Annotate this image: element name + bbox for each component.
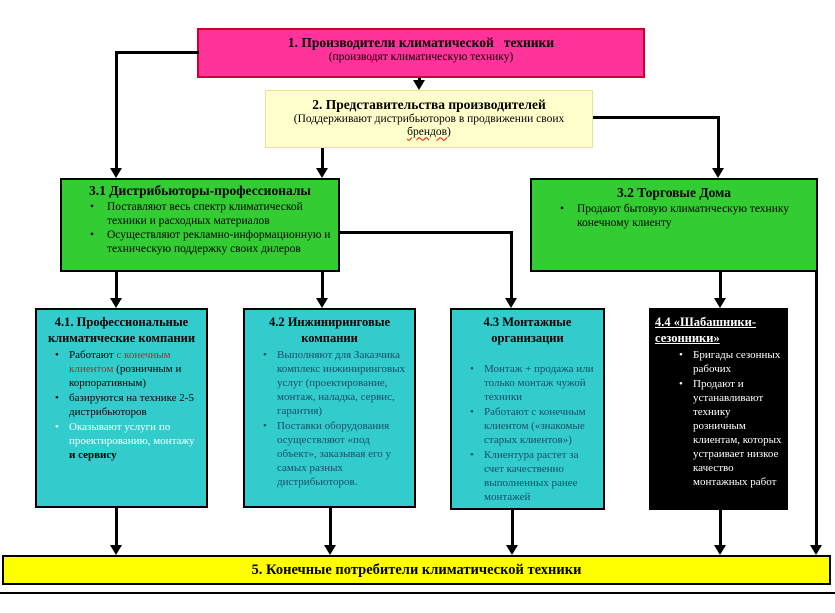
connector-engineering-to-consumers-line <box>329 508 332 545</box>
box-distributors-title: 3.1 Дистрибьюторы-профессионалы <box>89 183 311 198</box>
box-producers-title: 1. Производители климатической техники <box>287 35 555 50</box>
arrow-down-icon <box>316 298 328 308</box>
box-engineering-companies <box>243 308 416 508</box>
box-engineering-companies-list <box>245 348 414 489</box>
arrow-down-icon <box>712 168 724 178</box>
connector-tradehouses-to-consumers-line <box>815 272 818 545</box>
connector-tradehouses-to-seasonal-line <box>719 272 722 298</box>
list-item: • базируются на технике 2-5 дистрибьюторов <box>37 391 206 419</box>
connector-professional-to-consumers-line <box>115 508 118 545</box>
connector-distributors-to-installation-hline <box>340 231 513 234</box>
connector-distributors-to-engineering-line <box>321 272 324 298</box>
box-distributors-list <box>62 200 338 256</box>
list-item: • Клиентура растет за счет качественно выполненных ранее монтажей <box>452 448 603 504</box>
box-installation-organizations-list <box>452 362 603 504</box>
connector-distributors-to-installation-vline <box>510 231 513 298</box>
connector-installation-to-consumers-line <box>511 510 514 545</box>
list-item: • Осуществляют рекламно-информационную и техническую поддержку своих дилеров <box>62 228 338 256</box>
subtitle-text: ) <box>447 126 451 139</box>
box-end-consumers <box>2 555 831 585</box>
list-item: • Монтаж + продажа или только монтаж чужой техники <box>452 362 603 404</box>
box-trade-houses-list <box>532 202 816 230</box>
list-item <box>37 420 206 462</box>
list-item: • Поставляют весь спектр климатической техники и расходных материалов <box>62 200 338 228</box>
connector-distributors-to-professional-line <box>115 272 118 298</box>
arrow-down-icon <box>506 545 518 555</box>
bullet-text-darkred: с конечным клиентом <box>69 349 171 375</box>
arrow-down-icon <box>714 298 726 308</box>
box-trade-houses <box>530 178 818 272</box>
box-producers-subtitle: (производят климатическую технику) <box>328 51 514 64</box>
arrow-down-icon <box>505 298 517 308</box>
box-seasonal-workers <box>649 308 788 510</box>
arrow-down-icon <box>316 168 328 178</box>
list-item: • Поставки оборудования осуществляют «под объект», заказывая его у самых разных дистрибьюторов. <box>245 419 414 489</box>
bullet-text-white: Оказывают услуги по проектированию, монтажу <box>69 421 195 447</box>
subtitle-text: (Поддерживают дистрибьюторов в продвижении своих <box>293 113 565 126</box>
bullet-text: Работают <box>69 349 117 361</box>
subtitle-misspelled-word: брендов <box>407 126 448 139</box>
box-seasonal-workers-list <box>651 348 786 489</box>
frame-bottom-line <box>0 592 835 594</box>
connector-producers-to-distributors-vline <box>115 51 118 168</box>
box-distributors <box>60 178 340 272</box>
box-producers <box>197 28 645 78</box>
box-representatives-subtitle <box>266 113 592 139</box>
box-professional-companies-list <box>37 348 206 462</box>
connector-producers-to-distributors-hline <box>115 51 199 54</box>
arrow-down-icon <box>810 545 822 555</box>
box-installation-organizations <box>450 308 605 510</box>
bullet-text: (розничным и корпоративным) <box>69 363 182 389</box>
list-item: • Продают и устанавливают технику розничным клиентам, которых устраивает низкое качество монтажных работ <box>651 377 786 489</box>
box-end-consumers-title: 5. Конечные потребители климатической техники <box>251 562 582 578</box>
connector-representatives-to-distributors-line <box>321 148 324 168</box>
arrow-down-icon <box>110 168 122 178</box>
bullet-text-bold: и сервису <box>69 449 117 461</box>
box-representatives-title: 2. Представительства производителей <box>312 97 546 112</box>
connector-seasonal-to-consumers-line <box>719 510 722 545</box>
arrow-down-icon <box>714 545 726 555</box>
connector-representatives-to-tradehouses-hline <box>593 116 720 119</box>
arrow-down-icon <box>324 545 336 555</box>
arrow-down-icon <box>413 80 425 90</box>
box-trade-houses-title: 3.2 Торговые Дома <box>617 185 731 200</box>
list-item: • Выполняют для Заказчика комплекс инжиниринговых услуг (проектирование, монтаж, наладка, сервис, гарантия) <box>245 348 414 418</box>
box-installation-organizations-title: 4.3 Монтажные организации <box>483 315 572 345</box>
list-item: • Работают с конечным клиентом («знакомые старых клиентов») <box>452 405 603 447</box>
box-engineering-companies-title: 4.2 Инжиниринговые компании <box>268 315 391 345</box>
list-item: • Продают бытовую климатическую технику конечному клиенту <box>532 202 816 230</box>
list-item <box>37 348 206 390</box>
list-item: • Бригады сезонных рабочих <box>651 348 786 376</box>
connector-representatives-to-tradehouses-vline <box>717 116 720 168</box>
box-seasonal-workers-title: 4.4 «Шабашники-сезонники» <box>655 315 757 345</box>
arrow-down-icon <box>110 298 122 308</box>
box-professional-companies-title: 4.1. Профессиональные климатические компании <box>47 315 196 345</box>
box-representatives <box>265 90 593 148</box>
box-professional-companies <box>35 308 208 508</box>
arrow-down-icon <box>110 545 122 555</box>
